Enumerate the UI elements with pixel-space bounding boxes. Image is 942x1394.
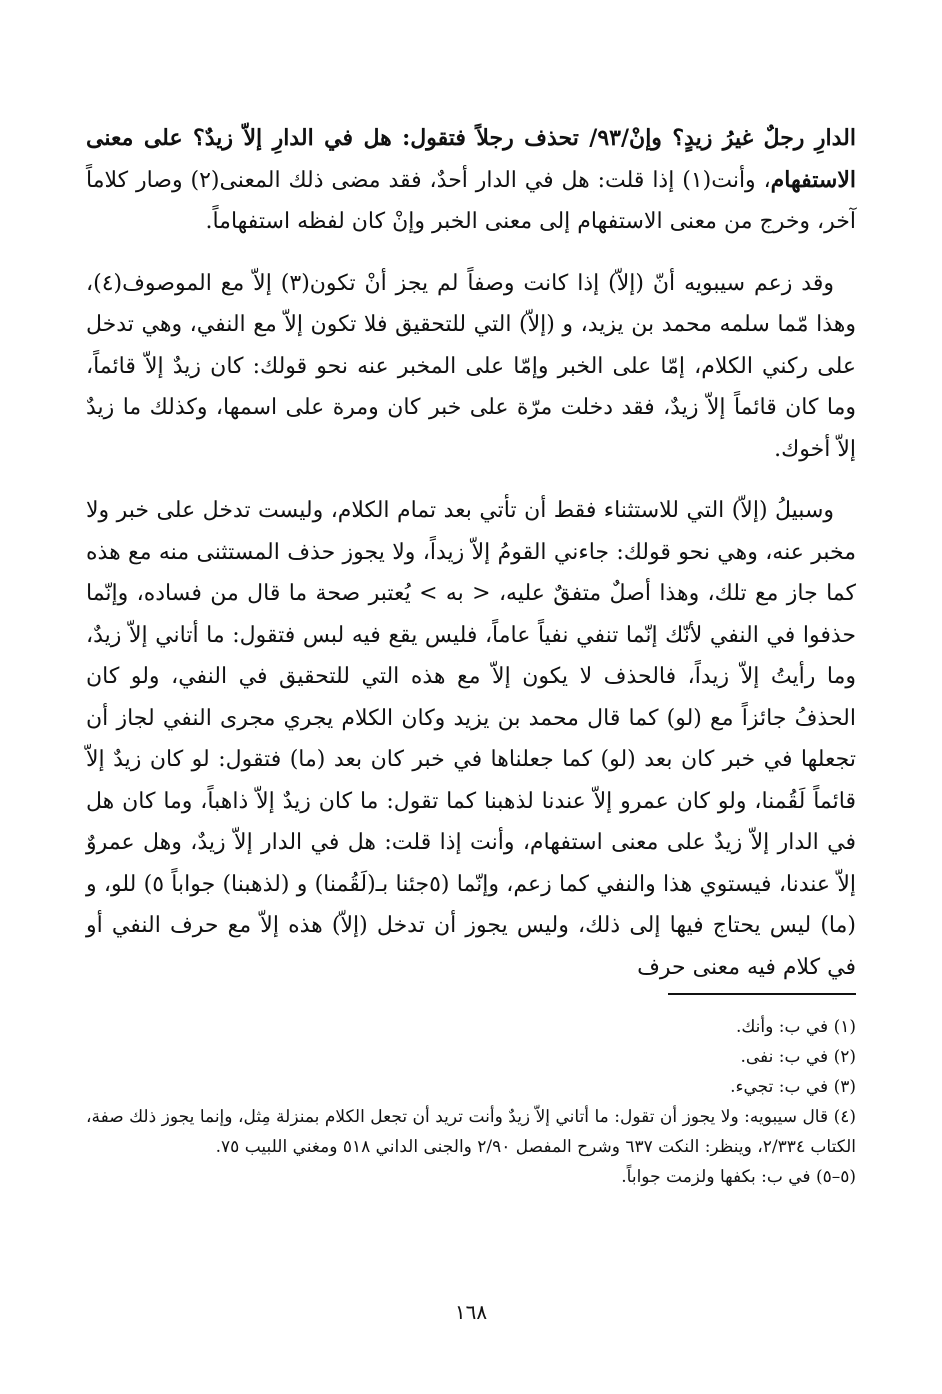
paragraph-2: وقد زعم سيبويه أنّ (إلاّ) إذا كانت وصفاً لم يجز أنْ تكون(٣) إلاّ مع الموصوف(٤)، وهذا مّما سلمه محمد بن يزيد، و (إلاّ) التي للتحقيق فلا تكون إلاّ مع النفي، وهي تدخل على ركني الكلام، إمّا على الخبر وإمّا على المخبر عنه نحو قولك: كان زيدٌ إلاّ قائماً، وما كان قائماً إلاّ زيدٌ، فقد دخلت مرّة على خبر كان ومرة على اسمها، وكذلك ما زيدٌ إلاّ أخوك. [86,270,856,462]
paragraph-3: وسبيلُ (إلاّ) التي للاستثناء فقط أن تأتي بعد تمام الكلام، وليست تدخل على خبر ولا مخبر عنه، وهي نحو قولك: جاءني القومُ إلاّ زيداً، ولا يجوز حذف المستثنى منه مع هذه كما جاز مع تلك، وهذا أصلٌ متفقٌ عليه، < به > يُعتبر صحة ما قال من فساده، وإنّما حذفوا في النفي لأنّك إنّما تنفي نفياً عاماً، فليس يقع فيه لبس فتقول: ما أتاني إلاّ زيدٌ، وما رأيتُ إلاّ زيداً، فالحذف لا يكون إلاّ مع هذه التي للتحقيق في النفي، ولو كان الحذفُ جائزاً مع (لو) كما قال محمد بن يزيد وكان الكلام يجري مجرى النفي لجاز أن تجعلها في خبر كان بعد (لو) كما جعلناها في خبر كان بعد (ما) فتقول: لو كان زيدٌ إلاّ قائماً لَقُمنا، ولو كان عمرو إلاّ عندنا لذهبنا كما تقول: ما كان زيدٌ إلاّ ذاهباً، وما كان هل في الدار إلاّ زيدٌ على معنى استفهام، وأنت إذا قلت: هل في الدار إلاّ زيدٌ، وهل عمروٌ إلاّ عندنا، فيستوي هذا والنفي كما زعم، وإنّما (٥جئنا بـ(لَقُمنا) و (لذهبنا) جواباً ٥) للو، و (ما) ليس يحتاج فيها إلى ذلك، وليس يجوز أن تدخل (إلاّ) هذه إلاّ مع حرف النفي أو في كلام فيه معنى حرف [86,498,856,980]
footnote-5: (٥–٥) في ب: بكفها ولزمت جواباً. [621,1167,856,1187]
footnote-3: (٣) في ب: تجيء. [730,1077,856,1097]
paragraph-1-part-3: ، وأنت(١) إذا قلت: هل في الدار أحدٌ، فقد مضى ذلك المعنى(٢) وصار كلاماً آخر، وخرج من معنى الاستفهام إلى معنى الخبر وإنْ كان لفظه استفهاماً. [86,167,856,234]
paragraph-1 [86,118,856,243]
paragraph-1-bold-term: الاستفهام [770,166,856,193]
page-number: ١٦٨ [454,1300,488,1324]
footnote-4: (٤) قال سيبويه: ولا يجوز أن تقول: ما أتاني إلاّ زيدٌ وأنت تريد أن تجعل الكلام بمنزلة مِثل، وإنما يجوز ذلك صفة، الكتاب ٢/٣٣٤، وينظر: النكت ٦٣٧ وشرح المفصل ٢/٩٠ والجنى الداني ٥١٨ ومغني اللبيب ٧٥. [86,1107,856,1157]
main-text [86,118,856,1008]
footnote-1: (١) في ب: وأنك. [735,1017,856,1037]
footnote-separator [668,993,856,995]
paragraph-1-part-1: الدارِ رجلٌ غيرُ زيدٍ؟ وإنْ/٩٣/ تحذف رجلاً فتقول: هل في الدارِ إلاّ زيدٌ؟ على معنى [86,125,856,151]
footnotes [86,1012,856,1192]
footnote-2: (٢) في ب: نفى. [740,1047,856,1067]
